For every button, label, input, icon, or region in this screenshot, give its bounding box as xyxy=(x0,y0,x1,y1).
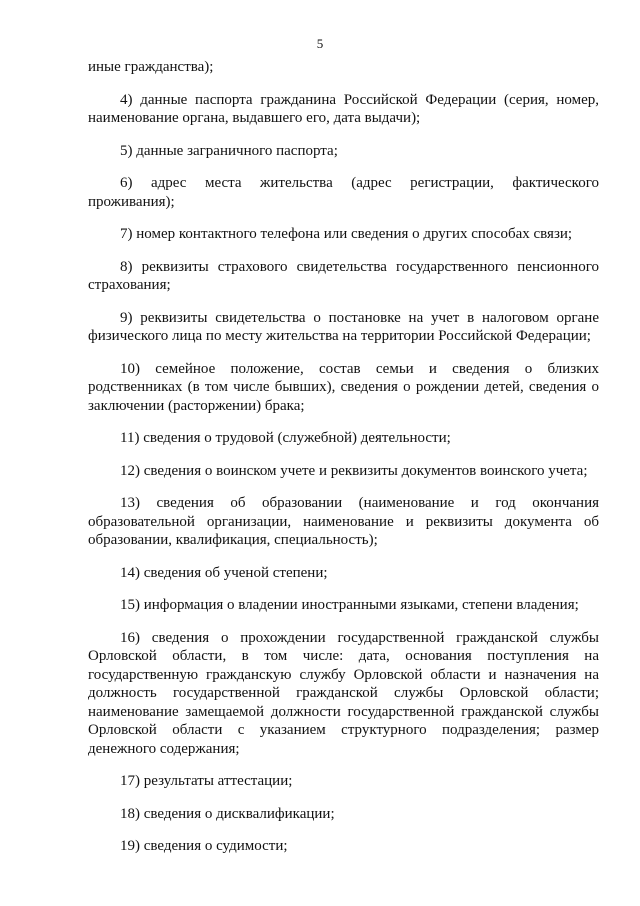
list-item-16: 16) сведения о прохождении государственной гражданской службы Орловской области, в том числе: дата, основания поступления на государственную гражданскую службу Орловской области и назначения на должность государственной гражданской службы Орловской области; наименование замещаемой должности государственной гражданской службы Орловской области с указанием структурного подразделения; размер денежного содержания; xyxy=(88,629,599,757)
list-item-10: 10) семейное положение, состав семьи и сведения о близких родственниках (в том числе бывших), сведения о рождении детей, сведения о заключении (расторжении) брака; xyxy=(88,360,599,414)
list-item-12: 12) сведения о воинском учете и реквизиты документов воинского учета; xyxy=(120,462,588,479)
list-item-19: 19) сведения о судимости; xyxy=(120,838,288,854)
document-body xyxy=(88,58,599,870)
list-item-18: 18) сведения о дисквалификации; xyxy=(120,805,335,822)
list-item-17: 17) результаты аттестации; xyxy=(120,773,293,789)
list-item-15: 15) информация о владении иностранными языками, степени владения; xyxy=(120,597,579,613)
list-item-13: 13) сведения об образовании (наименование и год окончания образовательной организации, наименование и реквизиты документа об образовании, квалификация, специальность); xyxy=(88,495,599,548)
list-item-6: 6) адрес места жительства (адрес регистрации, фактического проживания); xyxy=(88,175,599,210)
page-number: 5 xyxy=(316,36,324,51)
list-item-8: 8) реквизиты страхового свидетельства государственного пенсионного страхования; xyxy=(88,258,599,293)
list-item-9: 9) реквизиты свидетельства о постановке на учет в налоговом органе физического лица по месту жительства на территории Российской Федерации; xyxy=(88,309,599,344)
list-item-7: 7) номер контактного телефона или сведения о других способах связи; xyxy=(120,226,573,242)
list-item-14: 14) сведения об ученой степени; xyxy=(120,564,328,581)
paragraph-continuation: иные гражданства); xyxy=(88,59,214,75)
list-item-4: 4) данные паспорта гражданина Российской Федерации (серия, номер, наименование органа, выдавшего его, дата выдачи); xyxy=(88,91,599,126)
list-item-5: 5) данные заграничного паспорта; xyxy=(120,142,338,159)
list-item-11: 11) сведения о трудовой (служебной) деятельности; xyxy=(120,430,451,446)
